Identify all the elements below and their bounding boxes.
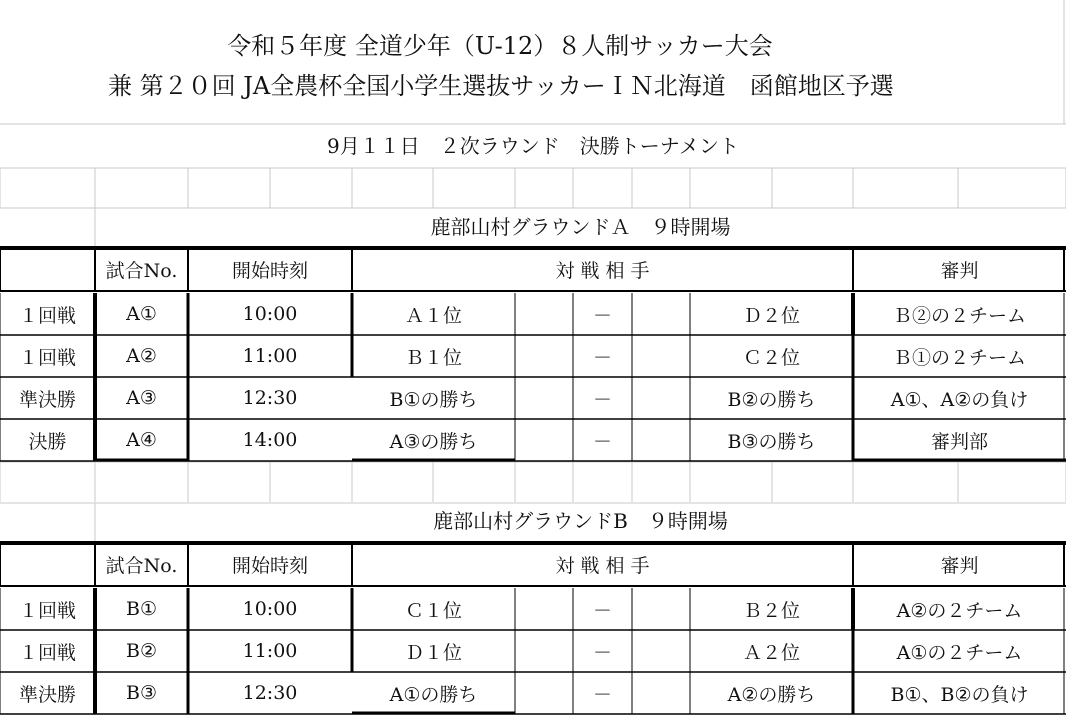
match-no-cell: B③ (126, 682, 157, 704)
round-cell: １回戦 (18, 599, 76, 622)
start-time-cell: 12:30 (242, 682, 298, 704)
away-team-cell: B③の勝ち (727, 430, 816, 453)
match-no-cell: A③ (126, 387, 157, 409)
venue-a-title: 鹿部山村グラウンドＡ ９時開場 (430, 215, 731, 239)
match-no-cell: B② (126, 640, 157, 662)
header-match-no: 試合No. (105, 260, 178, 282)
away-team-cell: Ａ２位 (742, 641, 800, 664)
start-time-cell: 10:00 (242, 303, 298, 325)
referee-cell: 審判部 (930, 430, 988, 453)
start-time-cell: 11:00 (242, 640, 298, 662)
away-team-cell: A②の勝ち (727, 683, 816, 706)
vs-dash-cell: － (592, 683, 612, 706)
vs-dash-cell: － (592, 430, 612, 453)
away-team-cell: Ｂ２位 (742, 599, 800, 622)
away-team-cell: Ｄ２位 (742, 304, 800, 327)
header-start-time: 開始時刻 (231, 555, 308, 577)
header-referee: 審判 (940, 260, 979, 282)
home-team-cell: Ｃ１位 (404, 599, 462, 622)
referee-cell: A①、A②の負け (890, 388, 1029, 411)
header-start-time: 開始時刻 (231, 260, 308, 282)
match-no-cell: B① (126, 598, 157, 620)
vs-dash-cell: － (592, 346, 612, 369)
referee-cell: B①、B②の負け (890, 683, 1029, 706)
match-no-cell: A④ (126, 429, 157, 451)
referee-cell: Ｂ①の２チーム (892, 346, 1026, 369)
round-cell: 準決勝 (18, 388, 76, 411)
home-team-cell: Ｄ１位 (404, 641, 462, 664)
vs-dash-cell: － (592, 641, 612, 664)
away-team-cell: Ｃ２位 (742, 346, 800, 369)
home-team-cell: A①の勝ち (389, 683, 478, 706)
referee-cell: A②の２チーム (896, 599, 1023, 622)
venue-b-title: 鹿部山村グラウンドB ９時開場 (433, 509, 728, 533)
vs-dash-cell: － (592, 388, 612, 411)
referee-cell: A①の２チーム (896, 641, 1023, 664)
round-cell: １回戦 (18, 346, 76, 369)
title-block (0, 0, 1066, 124)
home-team-cell: A③の勝ち (389, 430, 478, 453)
header-referee: 審判 (940, 555, 979, 577)
match-no-cell: A② (126, 345, 157, 367)
title-line-1: 令和５年度 全道少年（U-12）８人制サッカー大会 (227, 32, 773, 60)
home-team-cell: Ｂ１位 (404, 346, 462, 369)
header-opponent: 対 戦 相 手 (555, 260, 650, 282)
match-no-cell: A① (126, 303, 157, 325)
round-cell: １回戦 (18, 641, 76, 664)
home-team-cell: B①の勝ち (389, 388, 478, 411)
start-time-cell: 12:30 (242, 387, 298, 409)
round-cell: 決勝 (28, 430, 67, 453)
home-team-cell: Ａ１位 (404, 304, 462, 327)
start-time-cell: 10:00 (242, 598, 298, 620)
round-cell: 準決勝 (18, 683, 76, 706)
start-time-cell: 11:00 (242, 345, 298, 367)
away-team-cell: B②の勝ち (727, 388, 816, 411)
title-line-2: 兼 第２０回 JA全農杯全国小学生選抜サッカーＩＮ北海道 函館地区予選 (108, 72, 894, 100)
vs-dash-cell: － (592, 304, 612, 327)
header-opponent: 対 戦 相 手 (555, 555, 650, 577)
start-time-cell: 14:00 (242, 429, 298, 451)
round-cell: １回戦 (18, 304, 76, 327)
vs-dash-cell: － (592, 599, 612, 622)
round-subtitle: 9月１１日 ２次ラウンド 決勝トーナメント (327, 134, 739, 158)
referee-cell: Ｂ②の２チーム (892, 304, 1026, 327)
header-match-no: 試合No. (105, 555, 178, 577)
